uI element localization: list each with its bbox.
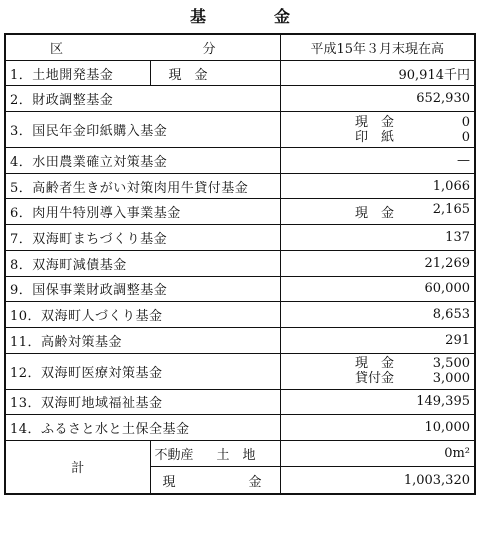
fund-amount: — bbox=[280, 148, 475, 174]
fund-amount-detail bbox=[280, 353, 475, 389]
table-row bbox=[5, 173, 475, 199]
header-kubun bbox=[5, 34, 280, 60]
table-row bbox=[5, 112, 475, 148]
table-row bbox=[5, 353, 475, 389]
fund-label: 12．双海町医療対策基金 bbox=[5, 353, 280, 389]
table-row bbox=[5, 389, 475, 415]
table-row bbox=[5, 60, 475, 86]
table-header-row bbox=[5, 34, 475, 60]
table-row bbox=[5, 415, 475, 441]
fund-label: 4．水田農業確立対策基金 bbox=[5, 148, 280, 174]
detail-value: 3,000 bbox=[432, 371, 470, 387]
fund-amount-detail bbox=[280, 199, 475, 225]
fund-sub-text: 現 金 bbox=[168, 67, 208, 83]
total-cash-cell bbox=[150, 467, 280, 494]
total-land: 土 地 bbox=[216, 448, 256, 464]
total-label: 計 bbox=[5, 440, 150, 494]
fund-label: 9．国保事業財政調整基金 bbox=[5, 276, 280, 302]
fund-label: 3．国民年金印紙購入基金 bbox=[5, 112, 280, 148]
fund-sub bbox=[150, 60, 280, 86]
table-row bbox=[5, 276, 475, 302]
header-bun-label: 分 bbox=[202, 41, 216, 57]
fund-label: 13．双海町地域福祉基金 bbox=[5, 389, 280, 415]
header-kubun-label: 区 bbox=[50, 41, 64, 57]
total-cash-amount: 1,003,320 bbox=[280, 467, 475, 494]
fund-label: 10．双海町人づくり基金 bbox=[5, 302, 280, 328]
fund-amount-detail bbox=[280, 112, 475, 148]
detail-key: 貸付金 bbox=[354, 371, 394, 387]
table-row bbox=[5, 199, 475, 225]
fund-amount: 1,066 bbox=[280, 173, 475, 199]
fund-label: 1．土地開発基金 bbox=[5, 60, 150, 86]
page-title: 基 金 bbox=[189, 7, 316, 26]
fund-table bbox=[4, 33, 476, 495]
total-land-amount: 0m² bbox=[280, 440, 475, 466]
fund-amount: 291 bbox=[280, 327, 475, 353]
header-amount: 平成15年３月末現在高 bbox=[280, 34, 475, 60]
table-row bbox=[5, 302, 475, 328]
fund-amount: 60,000 bbox=[280, 276, 475, 302]
fund-label: 7．双海町まちづくり基金 bbox=[5, 225, 280, 251]
total-realestate: 不動産 bbox=[154, 448, 194, 464]
table-row bbox=[5, 327, 475, 353]
fund-amount: 10,000 bbox=[280, 415, 475, 441]
fund-label: 11．高齢対策基金 bbox=[5, 327, 280, 353]
table-row bbox=[5, 148, 475, 174]
fund-label: 2．財政調整基金 bbox=[5, 86, 280, 112]
fund-label: 5．高齢者生きがい対策肉用牛貸付基金 bbox=[5, 173, 280, 199]
fund-amount: 8,653 bbox=[280, 302, 475, 328]
detail-value: 2,165 bbox=[432, 202, 470, 218]
detail-value: 3,500 bbox=[432, 356, 470, 372]
table-row bbox=[5, 250, 475, 276]
total-cash-b: 金 bbox=[248, 474, 262, 490]
fund-amount: 149,395 bbox=[280, 389, 475, 415]
detail-key: 現 金 bbox=[354, 206, 394, 222]
fund-amount: 137 bbox=[280, 225, 475, 251]
fund-amount: 652,930 bbox=[280, 86, 475, 112]
fund-amount: 21,269 bbox=[280, 250, 475, 276]
detail-key: 現 金 bbox=[354, 356, 394, 372]
total-row bbox=[5, 440, 475, 466]
fund-label: 8．双海町減債基金 bbox=[5, 250, 280, 276]
total-cash-a: 現 bbox=[162, 474, 176, 490]
detail-value: 0 bbox=[461, 114, 470, 130]
fund-label: 6．肉用牛特別導入事業基金 bbox=[5, 199, 280, 225]
fund-label: 14．ふるさと水と土保全基金 bbox=[5, 415, 280, 441]
table-row bbox=[5, 86, 475, 112]
detail-key: 現 金 bbox=[354, 114, 394, 130]
detail-value: 0 bbox=[461, 129, 470, 145]
fund-amount: 90,914千円 bbox=[280, 60, 475, 86]
total-land-cell bbox=[150, 440, 280, 466]
detail-key: 印 紙 bbox=[354, 129, 394, 145]
table-row bbox=[5, 225, 475, 251]
